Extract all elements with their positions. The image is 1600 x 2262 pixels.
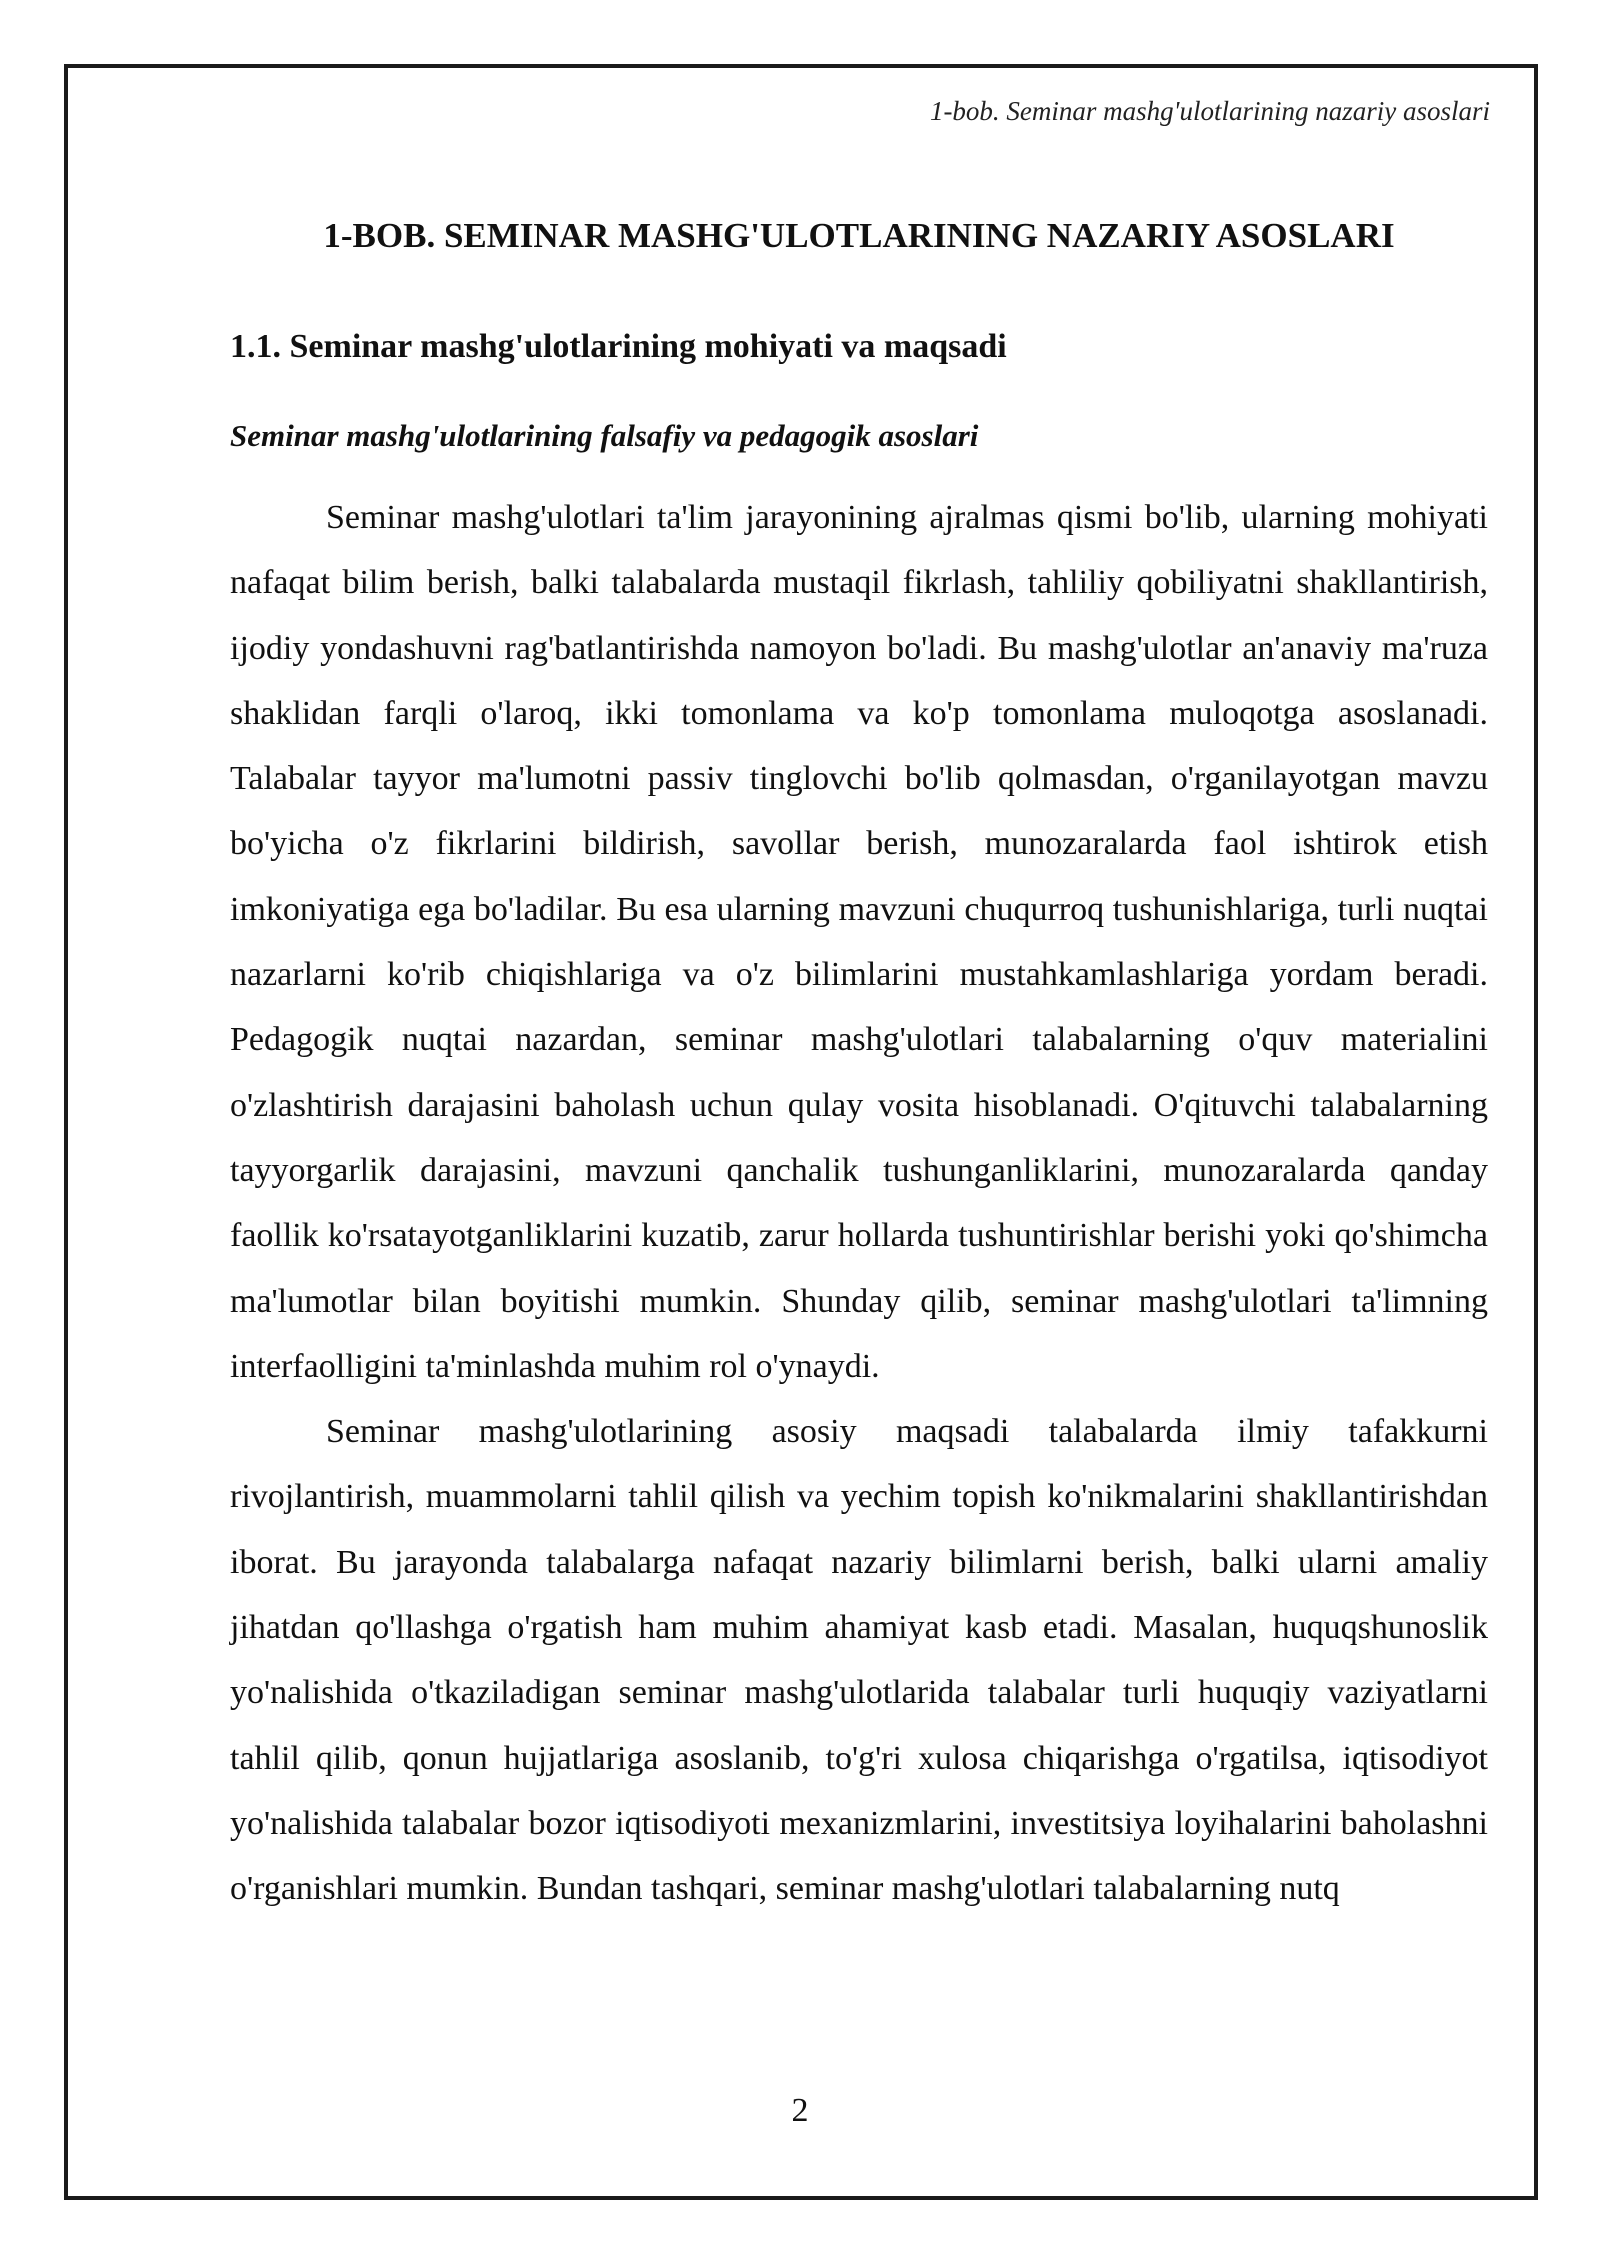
subsection-heading: Seminar mashg'ulotlarining falsafiy va pedagogik asoslari — [230, 418, 979, 453]
section-heading: 1.1. Seminar mashg'ulotlarining mohiyati va maqsadi — [230, 328, 1007, 365]
running-header: 1-bob. Seminar mashg'ulotlarining nazariy asoslari — [929, 96, 1490, 126]
paragraph-2: Seminar mashg'ulotlarining asosiy maqsadi talabalarda ilmiy tafakkurni rivojlantirish, muammolarni tahlil qilish va yechim topish ko'nikmalarini shakllantirishdan iborat. Bu jarayonda talabalarga nafaqat nazariy bilimlarni berish, balki ularni amaliy jihatdan qo'llashga o'rgatish ham muhim ahamiyat kasb etadi. Masalan, huquqshunoslik yo'nalishida o'tkaziladigan seminar mashg'ulotlarida talabalar turli huquqiy vaziyatlarni tahlil qilib, qonun hujjatlariga asoslanib, to'g'ri xulosa chiqarishga o'rgatilsa, iqtisodiyot yo'nalishida talabalar bozor iqtisodiyoti mexanizmlarini, investitsiya loyihalarini baholashni o'rganishlari mumkin. Bundan tashqari, seminar mashg'ulotlari talabalarning nutq — [230, 1413, 1488, 1908]
body-text — [230, 485, 1488, 1922]
paragraph-1: Seminar mashg'ulotlari ta'lim jarayonining ajralmas qismi bo'lib, ularning mohiyati nafaqat bilim berish, balki talabalarda mustaqil fikrlash, tahliliy qobiliyatni shakllantirish, ijodiy yondashuvni rag'batlantirishda namoyon bo'ladi. Bu mashg'ulotlar an'anaviy ma'ruza shaklidan farqli o'laroq, ikki tomonlama va ko'p tomonlama muloqotga asoslanadi. Talabalar tayyor ma'lumotni passiv tinglovchi bo'lib qolmasdan, o'rganilayotgan mavzu bo'yicha o'z fikrlarini bildirish, savollar berish, munozaralarda faol ishtirok etish imkoniyatiga ega bo'ladilar. Bu esa ularning mavzuni chuqurroq tushunishlariga, turli nuqtai nazarlarni ko'rib chiqishlariga va o'z bilimlarini mustahkamlashlariga yordam beradi. Pedagogik nuqtai nazardan, seminar mashg'ulotlari talabalarning o'quv materialini o'zlashtirish darajasini baholash uchun qulay vosita hisoblanadi. O'qituvchi talabalarning tayyorgarlik darajasini, mavzuni qanchalik tushunganliklarini, munozaralarda qanday faollik ko'rsatayotganliklarini kuzatib, zarur hollarda tushuntirishlar berishi yoki qo'shimcha ma'lumotlar bilan boyitishi mumkin. Shunday qilib, seminar mashg'ulotlari ta'limning interfaolligini ta'minlashda muhim rol o'ynaydi. — [230, 499, 1488, 1385]
page-number: 2 — [791, 2092, 809, 2129]
chapter-title: 1-BOB. SEMINAR MASHG'ULOTLARINING NAZARIY ASOSLARI — [323, 216, 1395, 255]
